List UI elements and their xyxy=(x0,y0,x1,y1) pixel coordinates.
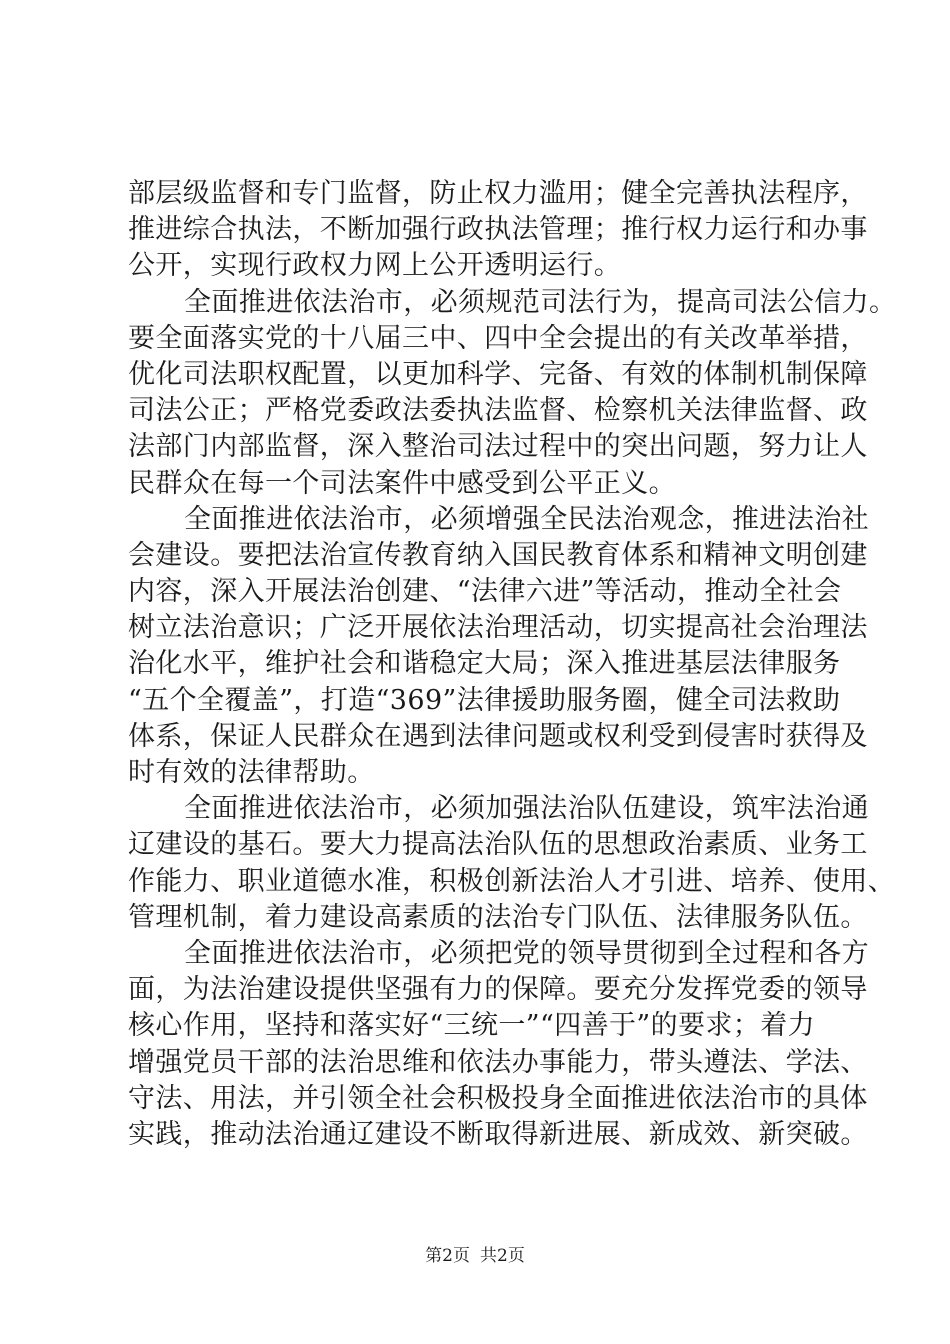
text-line: 核心作用，坚持和落实好“三统一”“四善于”的要求；着力 xyxy=(128,1010,816,1042)
page-number-total: 共2页 xyxy=(480,1246,525,1266)
text-line: “五个全覆盖”，打造“369”法律援助服务圈，健全司法救助 xyxy=(128,684,841,716)
text-line: 体系，保证人民群众在遇到法律问题或权利受到侵害时获得及 xyxy=(128,720,868,752)
text-line: 公开，实现行政权力网上公开透明运行。 xyxy=(128,250,622,282)
text-line: 民群众在每一个司法案件中感受到公平正义。 xyxy=(128,467,676,499)
text-line: 优化司法职权配置，以更加科学、完备、有效的体制机制保障 xyxy=(128,358,868,390)
text-line: 辽建设的基石。要大力提高法治队伍的思想政治素质、业务工 xyxy=(128,829,868,861)
text-line: 管理机制，着力建设高素质的法治专门队伍、法律服务队伍。 xyxy=(128,901,868,933)
text-line: 会建设。要把法治宣传教育纳入国民教育体系和精神文明创建 xyxy=(128,539,868,571)
text-line: 司法公正；严格党委政法委执法监督、检察机关法律监督、政 xyxy=(128,395,868,427)
paragraph-start-line: 全面推进依法治市，必须规范司法行为，提高司法公信力。 xyxy=(184,286,897,318)
text-line: 守法、用法，并引领全社会积极投身全面推进依法治市的具体 xyxy=(128,1082,868,1114)
text-line: 法部门内部监督，深入整治司法过程中的突出问题，努力让人 xyxy=(128,431,868,463)
text-line: 治化水平，维护社会和谐稳定大局；深入推进基层法律服务 xyxy=(128,648,841,680)
paragraph-start-line: 全面推进依法治市，必须把党的领导贯彻到全过程和各方 xyxy=(184,937,869,969)
text-line: 作能力、职业道德水准，积极创新法治人才引进、培养、使用、 xyxy=(128,865,896,897)
text-line: 面，为法治建设提供坚强有力的保障。要充分发挥党委的领导 xyxy=(128,974,868,1006)
text-line: 时有效的法律帮助。 xyxy=(128,757,375,788)
page-footer xyxy=(0,1244,950,1268)
text-line: 推进综合执法，不断加强行政执法管理；推行权力运行和办事 xyxy=(128,214,868,246)
text-line: 部层级监督和专门监督，防止权力滥用；健全完善执法程序， xyxy=(128,178,868,209)
paragraph-start-line: 全面推进依法治市，必须加强法治队伍建设，筑牢法治通 xyxy=(184,793,869,825)
text-line: 实践，推动法治通辽建设不断取得新进展、新成效、新突破。 xyxy=(128,1118,868,1150)
page-number-current: 第2页 xyxy=(425,1246,470,1266)
text-line: 要全面落实党的十八届三中、四中全会提出的有关改革举措， xyxy=(128,322,868,354)
text-line: 树立法治意识；广泛开展依法治理活动，切实提高社会治理法 xyxy=(128,612,868,644)
text-line: 增强党员干部的法治思维和依法办事能力，带头遵法、学法、 xyxy=(128,1046,868,1078)
body-text xyxy=(128,176,897,1153)
paragraph-start-line: 全面推进依法治市，必须增强全民法治观念，推进法治社 xyxy=(184,503,869,535)
text-line: 内容，深入开展法治创建、“法律六进”等活动，推动全社会 xyxy=(128,576,842,608)
